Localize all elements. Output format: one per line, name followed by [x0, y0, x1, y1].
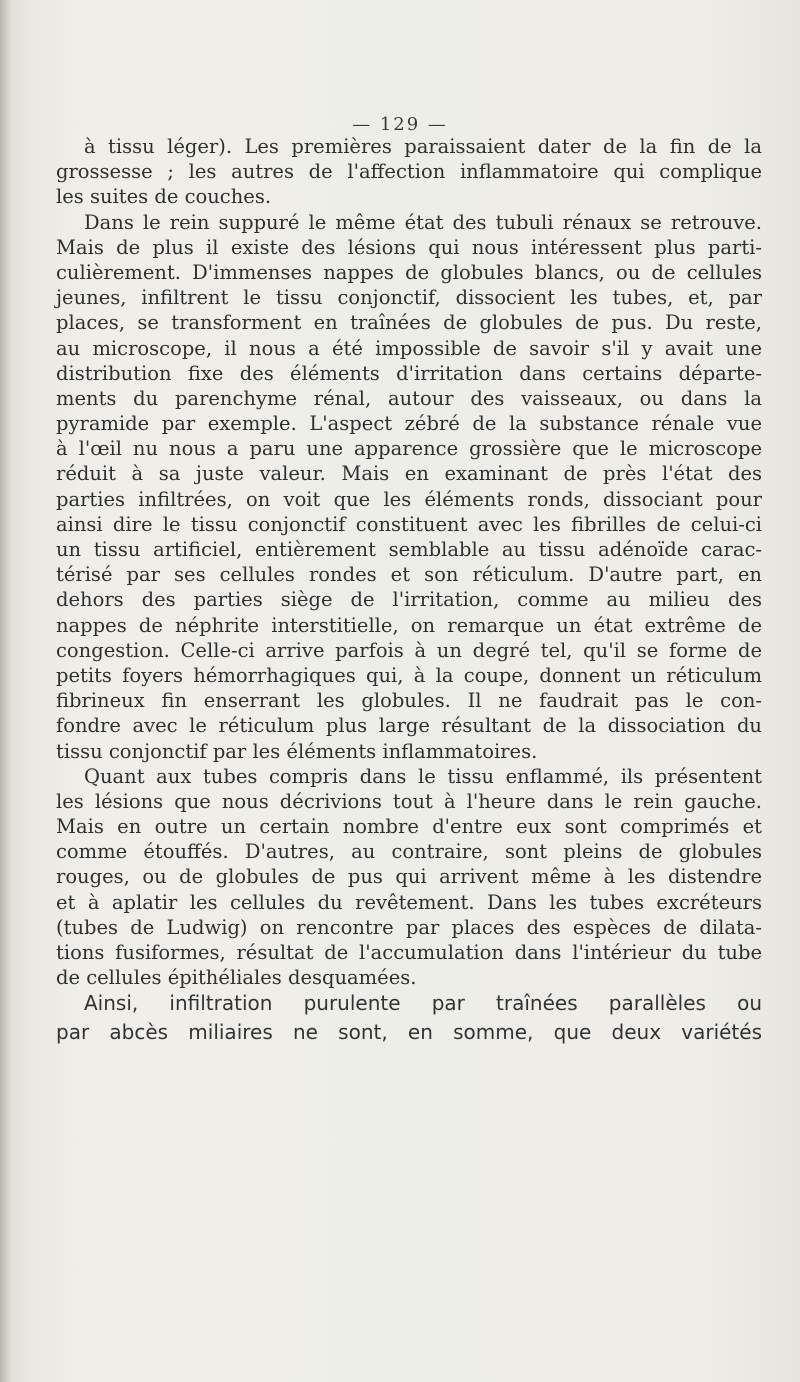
text-line: rouges, ou de globules de pus qui arrivent même à les distendre: [56, 865, 762, 889]
text-line: nappes de néphrite interstitielle, on remarque un état extrême de: [56, 613, 762, 637]
text-line: tions fusiformes, résultat de l'accumulation dans l'intérieur du tube: [56, 941, 762, 964]
text-line: ments du parenchyme rénal, autour des vaisseaux, ou dans la: [56, 386, 762, 410]
text-line: par abcès miliaires ne sont, en somme, que deux variétés: [56, 1020, 762, 1044]
text-line: comme étouffés. D'autres, au contraire, sont pleins de globules: [56, 840, 762, 864]
text-line: fibrineux fin enserrant les globules. Il ne faudrait pas le con-: [56, 689, 762, 713]
text-line: parties infiltrées, on voit que les éléments ronds, dissociant pour: [56, 487, 762, 511]
text-line: à l'œil nu nous a paru une apparence grossière que le microscope: [56, 437, 762, 461]
text-line: fondre avec le réticulum plus large résultant de la dissociation du: [56, 714, 762, 738]
body-text-paragraphs: [56, 134, 762, 990]
text-line: (tubes de Ludwig) on rencontre par places des espèces de dilata-: [56, 915, 762, 939]
text-line: un tissu artificiel, entièrement semblable au tissu adénoïde carac-: [56, 538, 762, 561]
text-line: de cellules épithéliales desquamées.: [56, 966, 417, 990]
text-line: Quant aux tubes compris dans le tissu enflammé, ils présentent: [84, 764, 762, 788]
text-line: congestion. Celle-ci arrive parfois à un degré tel, qu'il se forme de: [56, 638, 762, 662]
text-line: petits foyers hémorrhagiques qui, à la coupe, donnent un réticulum: [56, 663, 762, 687]
text-line: les lésions que nous décrivions tout à l'heure dans le rein gauche.: [56, 789, 762, 813]
text-line: Mais en outre un certain nombre d'entre eux sont comprimés et: [56, 815, 762, 839]
text-line: les suites de couches.: [56, 185, 272, 209]
text-line: jeunes, infiltrent le tissu conjonctif, dissocient les tubes, et, par: [56, 286, 762, 310]
text-line: au microscope, il nous a été impossible de savoir s'il y avait une: [56, 336, 762, 360]
text-line: ainsi dire le tissu conjonctif constituent avec les fibrilles de celui-ci: [56, 512, 762, 536]
text-line: Mais de plus il existe des lésions qui nous intéressent plus parti-: [56, 235, 762, 259]
text-line: culièrement. D'immenses nappes de globules blancs, ou de cellules: [56, 260, 762, 284]
text-line: à tissu léger). Les premières paraissaient dater de la fin de la: [84, 135, 762, 158]
text-line: pyramide par exemple. L'aspect zébré de la substance rénale vue: [56, 412, 762, 436]
text-line: Dans le rein suppuré le même état des tubuli rénaux se retrouve.: [84, 210, 762, 234]
text-line: dehors des parties siège de l'irritation, comme au milieu des: [56, 588, 762, 612]
text-line: grossesse ; les autres de l'affection inflammatoire qui complique: [56, 160, 762, 184]
text-line: térisé par ses cellules rondes et son réticulum. D'autre part, en: [56, 563, 762, 587]
page-binding-edge: [0, 0, 10, 1382]
page-number-header: — 129 —: [352, 114, 448, 135]
text-line: tissu conjonctif par les éléments inflammatoires.: [56, 739, 538, 763]
text-line: places, se transforment en traînées de globules de pus. Du reste,: [56, 311, 762, 335]
closing-paragraph: [56, 989, 762, 1047]
text-line: distribution fixe des éléments d'irritation dans certains départe-: [56, 361, 762, 385]
text-line: et à aplatir les cellules du revêtement. Dans les tubes excréteurs: [56, 890, 762, 914]
text-line: réduit à sa juste valeur. Mais en examinant de près l'état des: [56, 462, 762, 486]
text-line: Ainsi, infiltration purulente par traînées parallèles ou: [84, 991, 762, 1015]
